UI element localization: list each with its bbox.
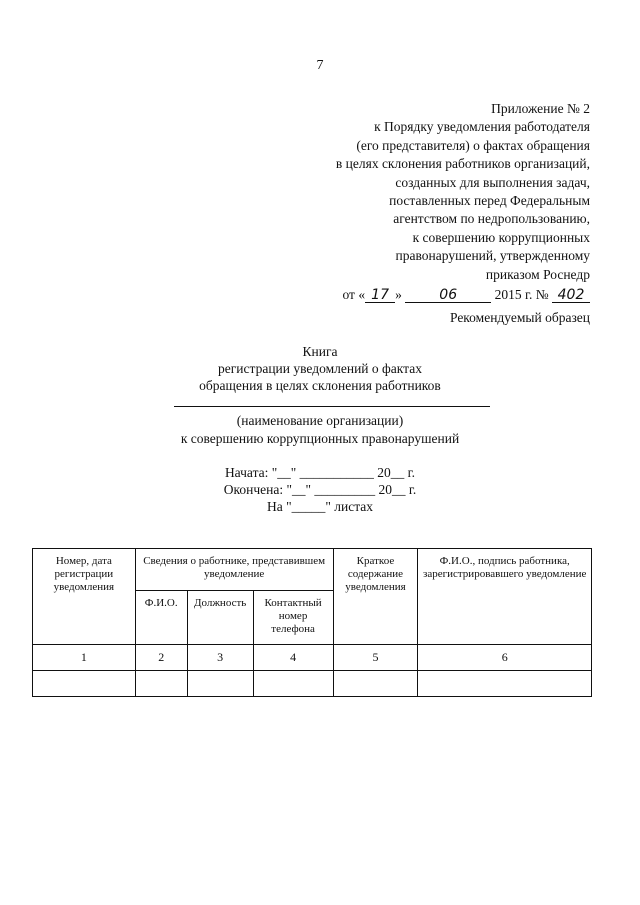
end-date: Окончена: "__" _________ 20__ г. [223, 482, 417, 497]
table-row [33, 671, 592, 697]
handwritten-month: 06 [405, 288, 491, 303]
header-summary: Краткое содержание уведомления [333, 549, 418, 645]
empty-cell [33, 671, 136, 697]
title-line: Книга [302, 344, 338, 359]
sheet-count: На "_____" листах [266, 499, 374, 514]
date-mid: » [395, 287, 402, 303]
appendix-header [336, 100, 590, 304]
order-date-line [336, 286, 590, 304]
appendix-line: поставленных перед Федеральным [389, 193, 590, 209]
column-number: 6 [418, 645, 592, 671]
title-subtitle: к совершению коррупционных правонарушений [180, 431, 460, 446]
date-year: 2015 г. № [494, 287, 549, 303]
header-phone: Контактный номер телефона [253, 591, 333, 645]
appendix-line: агентством по недропользованию, [393, 211, 590, 227]
header-registrar: Ф.И.О., подпись работника, зарегистрировавшего уведомление [418, 549, 592, 645]
document-title [0, 343, 640, 394]
appendix-line: правонарушений, утвержденному [395, 248, 590, 264]
appendix-line: Приложение № 2 [491, 101, 590, 116]
appendix-line: созданных для выполнения задач, [395, 174, 590, 190]
column-number: 5 [333, 645, 418, 671]
sample-label: Рекомендуемый образец [449, 310, 590, 325]
handwritten-day: 17 [365, 288, 395, 303]
title-line: обращения в целях склонения работников [199, 378, 441, 393]
empty-cell [253, 671, 333, 697]
header-employee-info: Сведения о работнике, представившем уведомление [135, 549, 333, 591]
header-position: Должность [187, 591, 253, 645]
empty-cell [187, 671, 253, 697]
column-number: 4 [253, 645, 333, 671]
header-registration-number: Номер, дата регистрации уведомления [33, 549, 136, 645]
appendix-line: приказом Роснедр [485, 266, 590, 282]
page-number: 7 [316, 58, 324, 73]
date-prefix: от « [342, 287, 366, 303]
registration-table [32, 548, 592, 697]
column-number: 3 [187, 645, 253, 671]
organization-block [0, 412, 640, 448]
appendix-line: в целях склонения работников организаций, [335, 156, 590, 172]
appendix-line: к Порядку уведомления работодателя [374, 119, 590, 135]
title-line: регистрации уведомлений о фактах [218, 361, 422, 376]
column-number: 2 [135, 645, 187, 671]
organization-caption: (наименование организации) [236, 413, 404, 428]
appendix-line: к совершению коррупционных [412, 229, 590, 245]
empty-cell [333, 671, 418, 697]
header-full-name: Ф.И.О. [135, 591, 187, 645]
book-dates [0, 464, 640, 515]
appendix-line: (его представителя) о фактах обращения [356, 137, 590, 153]
start-date: Начата: "__" ___________ 20__ г. [224, 465, 416, 480]
organization-name-line [174, 406, 490, 407]
handwritten-order-number: 402 [552, 288, 590, 303]
empty-cell [135, 671, 187, 697]
column-number: 1 [33, 645, 136, 671]
empty-cell [418, 671, 592, 697]
